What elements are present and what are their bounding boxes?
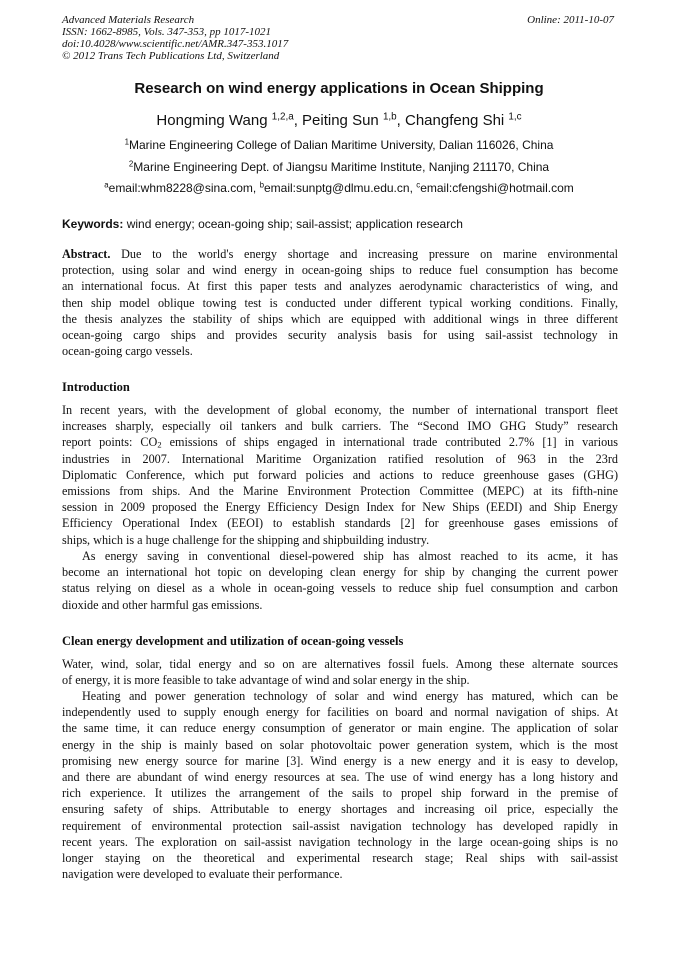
body-line: industries in 2007. International Maritime Organization ratified resolution of 963 in the 23rd — [62, 451, 618, 466]
abstract-text: Due to the world's energy shortage and increasing pressure on marine environmental — [110, 247, 618, 261]
body-line: recent years. The exploration on sail-assist navigation technology in the large ocean-going ships is no — [62, 834, 618, 849]
author-affil-sup: 1,c — [508, 111, 522, 123]
email-line — [0, 181, 678, 195]
online-date: Online: 2011-10-07 — [527, 14, 614, 26]
email-sup: a — [104, 180, 109, 190]
clean-energy-paragraph-1 — [62, 656, 618, 688]
journal-header — [62, 14, 442, 62]
email-b: email:sunptg@dlmu.edu.cn, — [263, 181, 417, 195]
email-separator: , — [252, 181, 260, 195]
affiliation-2 — [0, 160, 678, 174]
affiliation-1 — [0, 138, 678, 152]
keywords-label: Keywords: — [62, 217, 124, 231]
abstract-block — [62, 246, 618, 359]
body-line: energy in the ship is mainly based on solar photovoltaic power generation system, which is the most — [62, 737, 618, 752]
body-line: ensuring safety of ships. Attributable to energy shortages and increasing oil price, especially the — [62, 802, 618, 817]
body-line — [62, 434, 618, 450]
email-c: email:cfengshi@hotmail.com — [420, 181, 574, 195]
author-affil-sup: 1,b — [382, 111, 397, 123]
body-line: As energy saving in conventional diesel-powered ship has almost reached to its acme, it has — [82, 549, 618, 563]
author-name: Hongming Wang — [156, 112, 272, 129]
section-heading-introduction: Introduction — [62, 380, 130, 394]
abstract-line: then ship model oblique towing test is conducted under different typical working conditions. Finally, — [62, 295, 618, 310]
body-line: status relying on diesel as a whole in ocean-going vessels to reduce ship fuel consumption and carbon — [62, 581, 618, 596]
issn-line: ISSN: 1662-8985, Vols. 347-353, pp 1017-1021 — [62, 26, 271, 38]
body-line: promising new energy source for marine [3]. Wind energy is a new energy and it is easy to develop, — [62, 753, 618, 768]
body-line: requirement of environmental protection sail-assist navigation technology has developed rapidly in — [62, 818, 618, 833]
body-line: session in 2009 proposed the Energy Efficiency Design Index for New Ships (EEDI) and Ship Energy — [62, 500, 618, 515]
body-line: Heating and power generation technology of solar and wind energy has matured, which can be — [82, 689, 618, 703]
author-name: , Peiting Sun — [293, 112, 383, 129]
body-line: and there are abundant of wind energy resources at sea. The use of wind energy has a long history and — [62, 769, 618, 784]
email-a: email:whm8228@sina.com — [108, 181, 253, 195]
body-text: emissions of ships engaged in international trade contributed 2.7% [1] in various — [161, 435, 618, 450]
body-line: rich experience. It utilizes the arrangement of the sails to propel ship forward in the premise of — [62, 786, 618, 801]
body-line: In recent years, with the development of global economy, the number of international transport fleet — [62, 403, 618, 417]
section-heading-clean-energy: Clean energy development and utilization of ocean-going vessels — [62, 634, 404, 648]
abstract-line: the thesis analyzes the stability of ships which are equipped with additional wings in three different — [62, 311, 618, 326]
body-line: navigation were developed to evaluate their performance. — [62, 867, 343, 882]
introduction-paragraph-2 — [62, 548, 618, 613]
abstract-line: protection, using solar and wind energy in ocean-going ships to reduce fuel consumption has become — [62, 263, 618, 278]
keywords-text: wind energy; ocean-going ship; sail-assist; application research — [123, 217, 463, 231]
email-sup: b — [259, 180, 264, 190]
body-line: of energy, it is more feasible to take advantage of wind and solar energy in the ship. — [62, 673, 470, 688]
copyright-line: © 2012 Trans Tech Publications Ltd, Switzerland — [62, 50, 280, 62]
body-line: become an international hot topic on developing clean energy for ship by changing the current power — [62, 565, 618, 580]
body-line: emissions from ships. And the Marine Environment Protection Committee (MEPC) at its fifth-nine — [62, 483, 618, 498]
keywords-line — [62, 217, 618, 231]
body-line: Efficiency Operational Index (EEOI) to establish standards [2] for greenhouse gases emissions of — [62, 516, 618, 531]
body-line: increases sharply, especially oil tankers and bulk carriers. The “Second IMO GHG Study” research — [62, 419, 618, 434]
abstract-line: an international focus. At first this paper tests and analyzes aerodynamic characteristics of wing, and — [62, 279, 618, 294]
body-line: independently used to supply enough energy for facilities on board and normal navigation of ships. At — [62, 705, 618, 720]
affiliation-text: Marine Engineering Dept. of Jiangsu Maritime Institute, Nanjing 211170, China — [133, 160, 550, 174]
author-list — [0, 112, 678, 129]
abstract-label: Abstract. — [62, 247, 111, 261]
body-line: ships, which is a huge challenge for the shipping and shipbuilding industry. — [62, 532, 430, 547]
introduction-paragraph-1 — [62, 402, 618, 548]
paper-title: Research on wind energy applications in Ocean Shipping — [134, 80, 544, 97]
subscript: 2 — [157, 440, 162, 451]
doi-line: doi:10.4028/www.scientific.net/AMR.347-353.1017 — [62, 38, 289, 50]
author-name: , Changfeng Shi — [396, 112, 509, 129]
body-line: Diplomatic Conference, which put forward policies and actions to reduce greenhouse gases (GHG) — [62, 467, 618, 482]
author-affil-sup: 1,2,a — [271, 111, 294, 123]
abstract-line — [62, 246, 618, 262]
body-line: Water, wind, solar, tidal energy and so on are alternatives fossil fuels. Among these alternate sources — [62, 657, 618, 671]
body-line: dioxide and other harmful gas emissions. — [62, 597, 263, 612]
journal-name: Advanced Materials Research — [62, 14, 195, 26]
email-sup: c — [416, 180, 421, 190]
clean-energy-paragraph-2 — [62, 688, 618, 882]
affiliation-sup: 2 — [128, 159, 134, 169]
affiliation-text: Marine Engineering College of Dalian Maritime University, Dalian 116026, China — [128, 138, 554, 152]
body-line: the same time, it can reduce energy consumption of generator or main engine. The application of solar — [62, 721, 618, 736]
affiliation-sup: 1 — [124, 137, 129, 147]
body-line: longer staying on the theoretical and experimental research stage; Real ships with sail-assist — [62, 850, 618, 865]
body-text: report points: CO — [62, 435, 158, 450]
abstract-line: ocean-going cargo vessels. — [62, 344, 193, 359]
abstract-line: ocean-going cargo ships and provides security analysis basis for using sail-assist technology in — [62, 327, 618, 342]
